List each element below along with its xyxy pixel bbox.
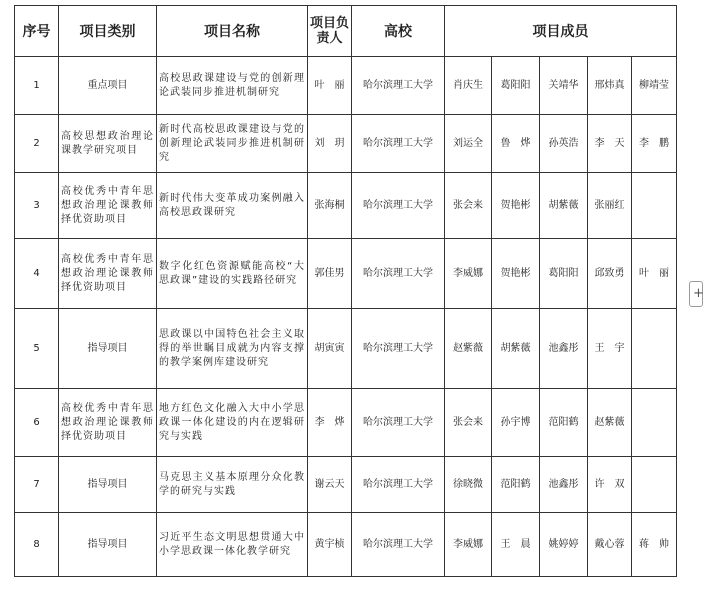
row-member: 张会来 <box>445 389 492 457</box>
header-index: 序号 <box>15 6 59 57</box>
header-members: 项目成员 <box>445 6 677 57</box>
row-member: 戴心蓉 <box>588 513 632 577</box>
row-member: 李威娜 <box>445 239 492 309</box>
row-leader: 李 烨 <box>308 389 352 457</box>
row-member: 邱致勇 <box>588 239 632 309</box>
row-member: 贺艳彬 <box>492 239 540 309</box>
row-member: 胡紫薇 <box>492 309 540 389</box>
row-project-name: 马克思主义基本原理分众化教学的研究与实践 <box>157 457 308 513</box>
row-leader: 黄宇桢 <box>308 513 352 577</box>
row-leader: 刘 玥 <box>308 115 352 173</box>
row-school: 哈尔滨理工大学 <box>352 457 445 513</box>
row-member: 关靖华 <box>540 57 588 115</box>
row-leader: 谢云天 <box>308 457 352 513</box>
row-leader: 张海桐 <box>308 173 352 239</box>
row-school: 哈尔滨理工大学 <box>352 513 445 577</box>
table-row <box>15 513 677 577</box>
row-project-name: 数字化红色资源赋能高校“大思政课”建设的实践路径研究 <box>157 239 308 309</box>
row-category: 高校优秀中青年思想政治理论课教师择优资助项目 <box>59 239 157 309</box>
row-member: 范阳鹤 <box>492 457 540 513</box>
plus-icon: + <box>693 286 704 301</box>
row-member: 徐晓微 <box>445 457 492 513</box>
row-member: 王 晨 <box>492 513 540 577</box>
table-row <box>15 239 677 309</box>
row-member: 叶 丽 <box>632 239 677 309</box>
row-member: 王 宇 <box>588 309 632 389</box>
row-index: 2 <box>15 115 59 173</box>
row-member: 许 双 <box>588 457 632 513</box>
row-member: 葛阳阳 <box>492 57 540 115</box>
table-row <box>15 115 677 173</box>
row-index: 6 <box>15 389 59 457</box>
row-category: 高校优秀中青年思想政治理论课教师择优资助项目 <box>59 173 157 239</box>
row-member: 李 鹏 <box>632 115 677 173</box>
row-member <box>632 309 677 389</box>
row-member: 刘运全 <box>445 115 492 173</box>
row-project-name: 新时代高校思政课建设与党的创新理论武装同步推进机制研究 <box>157 115 308 173</box>
row-school: 哈尔滨理工大学 <box>352 115 445 173</box>
row-leader: 叶 丽 <box>308 57 352 115</box>
row-member: 赵紫薇 <box>445 309 492 389</box>
row-member: 李 天 <box>588 115 632 173</box>
row-project-name: 思政课以中国特色社会主义取得的举世瞩目成就为内容支撑的教学案例库建设研究 <box>157 309 308 389</box>
row-member: 蒋 帅 <box>632 513 677 577</box>
row-index: 1 <box>15 57 59 115</box>
row-member <box>632 389 677 457</box>
row-school: 哈尔滨理工大学 <box>352 57 445 115</box>
row-member: 姚婷婷 <box>540 513 588 577</box>
row-member: 范阳鹤 <box>540 389 588 457</box>
header-category: 项目类别 <box>59 6 157 57</box>
row-member: 李威娜 <box>445 513 492 577</box>
row-member: 胡紫薇 <box>540 173 588 239</box>
header-school: 高校 <box>352 6 445 57</box>
row-member: 赵紫薇 <box>588 389 632 457</box>
row-member: 孙英浩 <box>540 115 588 173</box>
row-member: 柳靖莹 <box>632 57 677 115</box>
row-category: 指导项目 <box>59 513 157 577</box>
row-school: 哈尔滨理工大学 <box>352 239 445 309</box>
row-index: 8 <box>15 513 59 577</box>
row-school: 哈尔滨理工大学 <box>352 173 445 239</box>
row-member: 池鑫彤 <box>540 457 588 513</box>
row-school: 哈尔滨理工大学 <box>352 309 445 389</box>
row-member: 孙宇博 <box>492 389 540 457</box>
row-category: 高校优秀中青年思想政治理论课教师择优资助项目 <box>59 389 157 457</box>
row-index: 4 <box>15 239 59 309</box>
row-project-name: 新时代伟大变革成功案例融入高校思政课研究 <box>157 173 308 239</box>
table-row <box>15 309 677 389</box>
expand-button[interactable] <box>689 281 703 307</box>
row-project-name: 地方红色文化融入大中小学思政课一体化建设的内在逻辑研究与实践 <box>157 389 308 457</box>
row-member: 贺艳彬 <box>492 173 540 239</box>
row-leader: 郭佳男 <box>308 239 352 309</box>
header-row <box>15 6 677 57</box>
table-row <box>15 173 677 239</box>
table-row <box>15 457 677 513</box>
row-index: 5 <box>15 309 59 389</box>
row-member: 张丽红 <box>588 173 632 239</box>
row-member: 鲁 烨 <box>492 115 540 173</box>
row-member: 葛阳阳 <box>540 239 588 309</box>
row-project-name: 高校思政课建设与党的创新理论武装同步推进机制研究 <box>157 57 308 115</box>
header-leader: 项目负责人 <box>308 6 352 57</box>
row-index: 3 <box>15 173 59 239</box>
row-school: 哈尔滨理工大学 <box>352 389 445 457</box>
project-table <box>14 5 677 577</box>
row-member: 池鑫彤 <box>540 309 588 389</box>
row-category: 指导项目 <box>59 309 157 389</box>
row-project-name: 习近平生态文明思想贯通大中小学思政课一体化教学研究 <box>157 513 308 577</box>
table-row <box>15 389 677 457</box>
row-member: 肖庆生 <box>445 57 492 115</box>
header-name: 项目名称 <box>157 6 308 57</box>
row-member <box>632 173 677 239</box>
row-leader: 胡寅寅 <box>308 309 352 389</box>
row-category: 指导项目 <box>59 457 157 513</box>
table-row <box>15 57 677 115</box>
row-category: 高校思想政治理论课教学研究项目 <box>59 115 157 173</box>
row-member: 张会来 <box>445 173 492 239</box>
row-index: 7 <box>15 457 59 513</box>
row-member: 邢炜真 <box>588 57 632 115</box>
row-category: 重点项目 <box>59 57 157 115</box>
row-member <box>632 457 677 513</box>
